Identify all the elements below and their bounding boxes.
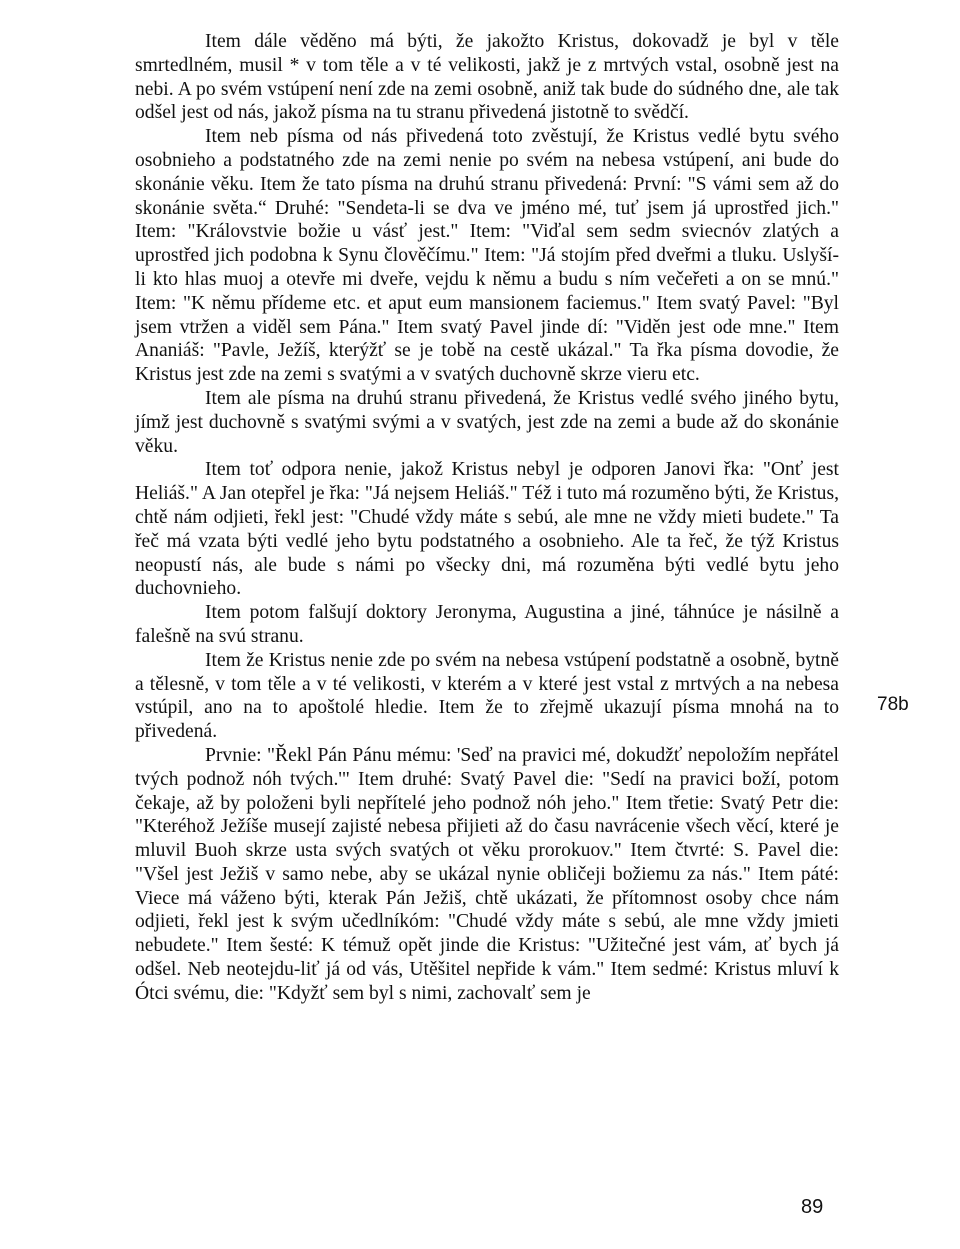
paragraph-5: Item potom falšují doktory Jeronyma, Augustina a jiné, táhnúce je násilně a falešně na svú stranu. <box>135 602 839 647</box>
paragraph-1: Item dále věděno má býti, že jakožto Kristus, dokovadž je byl v těle smrtedlném, musil * v tom těle a v té velikosti, jakž je z mrtvých vstal, osobně jest na nebi. A po svém vstúpení není zde na zemi osobně, aniž tak bude do súdného dne, ale tak odšel jest od nás, jakož písma na tu stranu přivedená jistotně to svědčí. <box>135 31 839 124</box>
page-number: 89 <box>801 1196 824 1218</box>
paragraph-3: Item ale písma na druhú stranu přivedená, že Kristus vedlé svého jiného bytu, jímž jest duchovně s svatými svými a v svatých, jest zde na zemi a bude až do skonánie věku. <box>135 387 839 457</box>
paragraph-7: Prvnie: "Řekl Pán Pánu mému: 'Seď na pravici mé, dokudžť nepoložím nepřátel tvých podnož nóh tvých.'" Item druhé: Svatý Pavel die: "Sedí na pravici boží, potom čekaje, až by položeni byli nepřítelé jeho podnož nóh jeho." Item třetie: Svatý Petr die: "Kteréhož Ježíše musejí zajisté nebesa přijieti až do času navrácenie všech věcí, které je mluvil Buoh skrze usta svých svatých ot věku prorokuov." Item čtvrté: S. Pavel die: "Všel jest Ježiš v samo nebe, aby se ukázal nynie obličeji božiemu za nás." Item páté: Viece má váženo býti, kterak Pán Ježiš, chtě ukázati, že přítomnost osoby chce nám odjieti, řekl jest k svým učedlníkóm: "Chudé vždy máte s sebú, ale mne vždy jmieti nebudete." Item šesté: K témuž opět jinde die Kristus: "Užitečné jest vám, ať bych já odšel. Neb neotejdu-liť já od vás, Utěšitel nepřide k vám." Item sedmé: Kristus mluví k Ótci svému, die: "Kdyžť sem byl s nimi, zachovalť sem je <box>135 744 839 1004</box>
paragraph-2: Item neb písma od nás přivedená toto zvěstují, že Kristus vedlé bytu svého osobnieho a podstatného zde na zemi nenie po svém na nebesa vstúpení, ani bude do skonánie věku. Item že tato písma na druhú stranu přivedená: První: "S vámi sem až do skonánie světa.“ Druhé: "Sendeta-li se dva ve jméno mé, tuť jsem já uprostřed jich." Item: "Královstvie božie u vásť jest." Item: "Viďal sem sedm sviecnóv zlatých a uprostřed jich podobna k Synu člověčímu." Item: "Já stojím před dveřmi a tluku. Uslyší-li kto hlas muoj a otevře mi dveře, vejdu k němu a budu s ním večeřeti a on se mnú." Item: "K němu přídeme etc. et aput eum mansionem faciemus." Item svatý Pavel: "Byl jsem vtržen a viděl sem Pána." Item svatý Pavel jinde dí: "Viděn jest ode mne." Item Ananiáš: "Pavle, Ježíš, kterýžť se je tobě na cestě ukázal." Ta řka písma dovodie, že Kristus jest zde na zemi s svatými a v svatých duchovně skrze vieru etc. <box>135 126 839 386</box>
paragraph-6: Item že Kristus nenie zde po svém na nebesa vstúpení podstatně a osobně, bytně a tělesně, v tom těle a v té velikosti, v kterém a v které jest vstal z mrtvých a na nebesa vstúpil, ano na to apoštolé hledie. Item že to zřejmě ukazují písma mnohá na to přivedená. <box>135 649 839 743</box>
main-text <box>135 30 839 1006</box>
paragraph-4: Item toť odpora nenie, jakož Kristus nebyl je odporen Janovi řka: "Onť jest Heliáš." A Jan otepřel je řka: "Já nejsem Heliáš." Též i tuto má rozuměno býti, že Kristus, chtě nám odjieti, řekl jest: "Chudé vždy máte s sebú, ale mne ne vždy mieti budete." Ta řeč má vzata býti vedlé jeho bytu podstatného a osobnieho. Ale ta řeč, že týž Kristus neopustí nás, ale bude s námi po všecky dni, má rozuměna býti vedlé bytu jeho duchovnieho. <box>135 459 839 600</box>
folio-margin-note: 78b <box>877 694 909 715</box>
